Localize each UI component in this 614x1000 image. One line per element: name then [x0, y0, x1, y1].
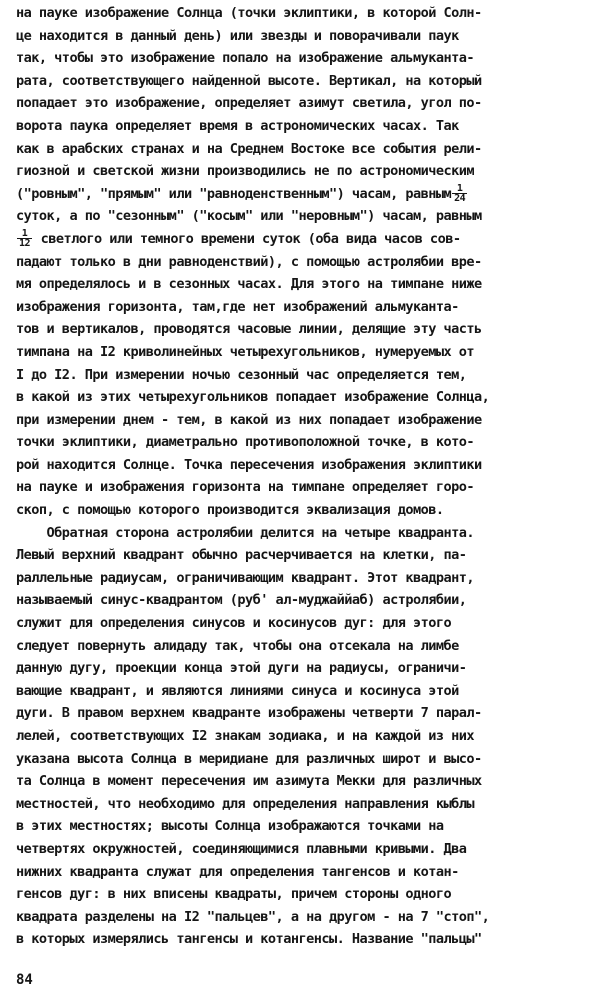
text-line: следует повернуть алидаду так, чтобы она отсекала на лимбе: [16, 637, 459, 654]
text-line: дуги. В правом верхнем квадранте изображены четверти 7 парал-: [16, 705, 482, 722]
text-line: служит для определения синусов и косинусов дуг: для этого: [16, 615, 452, 632]
page-number: 84: [16, 972, 33, 988]
text-line: та Солнца в момент пересечения им азимута Мекки для различных: [16, 773, 482, 790]
fraction-1-12: [17, 229, 32, 248]
text-line: мя определялось и в сезонных часах. Для этого на тимпане ниже: [16, 276, 482, 293]
text-line: так, чтобы это изображение попало на изображение альмуканта-: [16, 50, 475, 67]
text-line: изображения горизонта, там,где нет изображений альмуканта-: [16, 298, 459, 315]
text-line: четвертях окружностей, соединяющимися плавными кривыми. Два: [16, 840, 467, 857]
text-line: падают только в дни равноденствий), с помощью астролябии вре-: [16, 253, 482, 270]
body-text: [16, 2, 606, 951]
text-segment: светлого или темного времени суток (оба вида часов сов-: [40, 230, 461, 247]
text-segment: ("ровным", "прямым" или "равноденственным") часам, равным: [16, 185, 452, 202]
text-line: данную дугу, проекции конца этой дуги на радиусы, ограничи-: [16, 660, 467, 677]
text-line: на пауке и изображения горизонта на тимпане определяет горо-: [16, 479, 475, 496]
text-line: точки эклиптики, диаметрально противоположной точке, в кото-: [16, 434, 475, 451]
text-line: раллельные радиусам, ограничивающим квадрант. Этот квадрант,: [16, 569, 475, 586]
text-line: суток, а по "сезонным" ("косым" или "неровным") часам, равным: [16, 208, 482, 225]
text-line: как в арабских странах и на Среднем Востоке все события рели-: [16, 140, 482, 157]
fraction-denominator: 12: [19, 238, 30, 250]
text-line: скоп, с помощью которого производится эквализация домов.: [16, 502, 444, 519]
fraction-1-24: [452, 184, 467, 203]
text-line: квадрата разделены на I2 "пальцев", а на другом - на 7 "стоп",: [16, 908, 490, 925]
fraction-numerator: 1: [452, 184, 467, 194]
text-line: ворота паука определяет время в астрономических часах. Так: [16, 117, 459, 134]
text-line: указана высота Солнца в меридиане для различных широт и высо-: [16, 750, 482, 767]
text-line-with-fraction: [16, 183, 606, 206]
text-line: на пауке изображение Солнца (точки эклиптики, в которой Солн-: [16, 5, 482, 21]
text-line: называемый синус-квадрантом (руб' ал-муджаййаб) астролябии,: [16, 592, 467, 609]
text-line: тимпана на I2 криволинейных четырехугольников, нумеруемых от: [16, 343, 475, 360]
text-line: Левый верхний квадрант обычно расчерчивается на клетки, па-: [16, 547, 467, 564]
text-line: I до I2. При измерении ночью сезонный час определяется тем,: [16, 366, 467, 383]
text-line: в которых измерялись тангенсы и котангенсы. Название "пальцы": [16, 931, 482, 948]
text-line: Обратная сторона астролябии делится на четыре квадранта.: [16, 524, 475, 541]
text-line: при измерении днем - тем, в какой из них попадает изображение: [16, 411, 482, 428]
text-line: тов и вертикалов, проводятся часовые линии, делящие эту часть: [16, 321, 482, 338]
text-line: местностей, что необходимо для определения направления кыблы: [16, 795, 475, 812]
fraction-denominator: 24: [454, 193, 466, 205]
text-line: в этих местностях; высоты Солнца изображаются точками на: [16, 818, 444, 835]
text-line: гиозной и светской жизни производились не по астрономическим: [16, 163, 475, 180]
fraction-numerator: 1: [17, 229, 32, 239]
text-line: лелей, соответствующих I2 знакам зодиака, и на каждой из них: [16, 728, 475, 744]
text-line: рой находится Солнце. Точка пересечения изображения эклиптики: [16, 456, 482, 473]
text-line-with-fraction: [16, 228, 606, 251]
text-line: це находится в данный день) или звезды и поворачивали паук: [16, 27, 459, 44]
text-line: нижних квадранта служат для определения тангенсов и котан-: [16, 863, 459, 880]
text-line: попадает это изображение, определяет азимут светила, угол по-: [16, 95, 482, 112]
text-line: рата, соответствующего найденной высоте. Вертикал, на который: [16, 72, 482, 89]
text-line: генсов дуг: в них вписены квадраты, причем стороны одного: [16, 886, 452, 903]
text-line: в какой из этих четырехугольников попадает изображение Солнца,: [16, 389, 490, 406]
text-line: вающие квадрант, и являются линиями синуса и косинуса этой: [16, 682, 459, 699]
